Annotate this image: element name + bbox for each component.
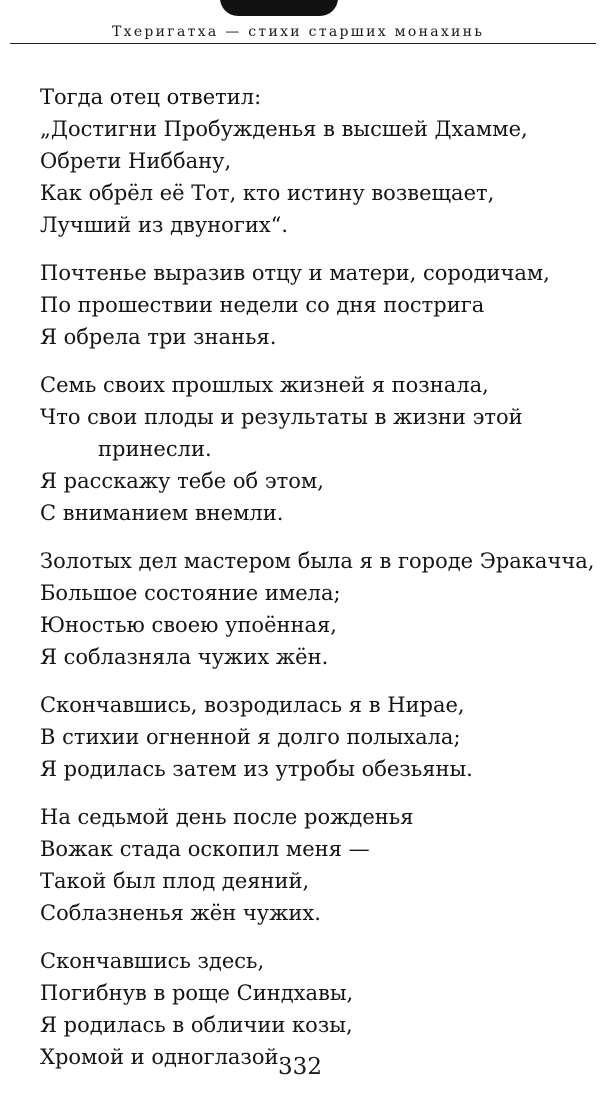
poem-line: Я соблазняла чужих жён. xyxy=(40,645,329,669)
poem-line: Лучший из двуногих“. xyxy=(40,213,289,237)
poem-line: Почтенье выразив отцу и матери, сородичам, xyxy=(40,261,550,285)
page-number: 332 xyxy=(278,1054,322,1080)
header-rule xyxy=(10,43,596,44)
poem-line: Скончавшись, возродилась я в Нирае, xyxy=(40,693,465,717)
poem-line: Вожак стада оскопил меня — xyxy=(40,837,370,861)
header-ornament xyxy=(220,0,338,16)
poem-line: По прошествии недели со дня пострига xyxy=(40,293,485,317)
poem-line: Что свои плоды и результаты в жизни этой xyxy=(40,405,523,429)
poem-line: С вниманием внемли. xyxy=(40,501,284,525)
poem-line: Погибнув в роще Синдхавы, xyxy=(40,981,354,1005)
stanza-3 xyxy=(40,369,585,529)
poem-line: Соблазненья жён чужих. xyxy=(40,901,321,925)
poem-line: Семь своих прошлых жизней я познала, xyxy=(40,373,489,397)
poem-line: Я родилась в обличии козы, xyxy=(40,1013,353,1037)
poem-line: Как обрёл её Тот, кто истину возвещает, xyxy=(40,181,495,205)
poem-line: Обрети Ниббану, xyxy=(40,149,232,173)
poem-line: На седьмой день после рожденья xyxy=(40,805,414,829)
stanza-4 xyxy=(40,545,595,673)
poem-line: Тогда отец ответил: xyxy=(40,85,262,109)
stanza-1 xyxy=(40,81,585,241)
poem-line: Я расскажу тебе об этом, xyxy=(40,469,324,493)
running-head: Тхеригатха — стихи старших монахинь xyxy=(112,24,485,40)
stanza-5 xyxy=(40,689,585,785)
poem-line: Большое состояние имела; xyxy=(40,581,341,605)
poem-line: Такой был плод деяний, xyxy=(40,869,310,893)
poem-line: „Достигни Пробужденья в высшей Дхамме, xyxy=(40,117,528,141)
stanza-6 xyxy=(40,801,585,929)
poem-line: Я обрела три знанья. xyxy=(40,325,277,349)
poem-line: Скончавшись здесь, xyxy=(40,949,265,973)
poem-line: Я родилась затем из утробы обезьяны. xyxy=(40,757,473,781)
poem-line-continuation: принесли. xyxy=(98,437,212,461)
poem-line: Юностью своею упоённая, xyxy=(40,613,337,637)
poem-line: Золотых дел мастером была я в городе Эракачча, xyxy=(40,549,595,573)
poem-body xyxy=(40,81,595,1089)
poem-line: В стихии огненной я долго полыхала; xyxy=(40,725,461,749)
stanza-2 xyxy=(40,257,585,353)
poem-line: Хромой и одноглазой. xyxy=(40,1045,286,1069)
